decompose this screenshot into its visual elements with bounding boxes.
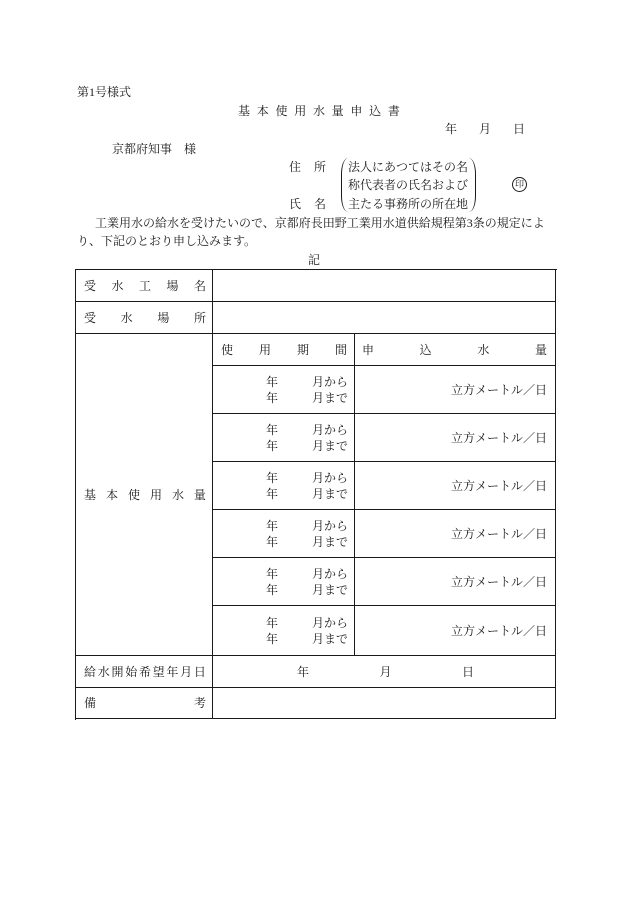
amount-cell	[355, 606, 556, 656]
period-to-month-unit: 月まで	[312, 486, 349, 501]
period-cell	[213, 462, 355, 510]
seal-mark: 印	[512, 177, 527, 192]
amount-header-cell	[355, 334, 556, 366]
period-from-month-unit: 月から	[312, 615, 349, 630]
period-to-month-unit: 月まで	[312, 390, 349, 405]
period-cell	[213, 366, 355, 414]
label-char: 住	[289, 160, 302, 174]
period-from-year-unit: 年	[266, 470, 279, 485]
amount-cell	[355, 462, 556, 510]
location-label-cell	[76, 302, 213, 334]
period-range	[213, 518, 354, 550]
amount-cell	[355, 414, 556, 462]
label-char: 水	[97, 664, 110, 679]
period-cell	[213, 558, 355, 606]
start-date-units	[297, 664, 474, 680]
label-char: 使	[221, 342, 234, 357]
label-char: 始	[125, 664, 138, 679]
application-table	[75, 269, 557, 720]
section-mark: 記	[308, 253, 321, 267]
label-char: 水	[171, 487, 184, 502]
label-char: 氏	[289, 197, 302, 211]
period-to-month-unit: 月まで	[312, 631, 349, 646]
label-char: 基	[238, 104, 251, 118]
period-range	[213, 615, 354, 647]
period-to-month-unit: 月まで	[312, 534, 349, 549]
start-date-value-cell	[213, 656, 556, 688]
basic-volume-label	[76, 487, 212, 503]
label-char: 込	[419, 342, 432, 357]
label-char: 量	[193, 487, 206, 502]
period-cell	[213, 414, 355, 462]
label-char: 間	[334, 342, 347, 357]
label-char: 年	[166, 664, 179, 679]
period-to-year-unit: 年	[266, 438, 279, 453]
body-text-line: り、下記のとおり申し込みます。	[77, 234, 257, 248]
application-date	[445, 121, 525, 137]
amount-unit: 立方メートル／日	[450, 430, 547, 445]
period-header-cell	[213, 334, 355, 366]
period-from-month-unit: 月から	[312, 470, 349, 485]
period-header	[213, 342, 354, 358]
label-char: 所	[313, 160, 326, 174]
period-to-month-unit: 月まで	[312, 582, 349, 597]
label-char: 場	[157, 310, 170, 325]
body-text-line: 工業用水の給水を受けたいので、京都府長田野工業用水道供給規程第3条の規定によ	[95, 216, 545, 230]
start-date-label	[76, 664, 212, 680]
period-from-year-unit: 年	[266, 518, 279, 533]
amount-unit: 立方メートル／日	[450, 574, 547, 589]
label-char: 水	[111, 278, 124, 293]
amount-unit: 立方メートル／日	[450, 478, 547, 493]
period-from-year-unit: 年	[266, 566, 279, 581]
remarks-label-cell	[76, 688, 213, 719]
period-from-year-unit: 年	[266, 615, 279, 630]
label-char: 期	[296, 342, 309, 357]
factory-name-value-cell	[213, 270, 556, 302]
amount-unit: 立方メートル／日	[450, 526, 547, 541]
label-char: 水	[477, 342, 490, 357]
label-char: 工	[138, 278, 151, 293]
label-char: 量	[534, 342, 547, 357]
period-to-year-unit: 年	[266, 390, 279, 405]
label-char: 申	[362, 342, 375, 357]
label-char: 用	[149, 487, 162, 502]
start-date-label-cell	[76, 656, 213, 688]
label-char: 望	[152, 664, 165, 679]
period-range	[213, 374, 354, 406]
label-char: 名	[193, 278, 206, 293]
name-label	[289, 196, 326, 212]
address-label	[289, 159, 326, 175]
label-char: 名	[313, 197, 326, 211]
period-range	[213, 566, 354, 598]
label-char: 所	[193, 310, 206, 325]
label-char: 希	[138, 664, 151, 679]
period-to-year-unit: 年	[266, 631, 279, 646]
label-char: 本	[256, 104, 269, 118]
amount-cell	[355, 366, 556, 414]
date-month-label: 月	[478, 122, 491, 136]
label-char: 用	[258, 342, 271, 357]
label-char: 量	[331, 104, 344, 118]
period-from-month-unit: 月から	[312, 518, 349, 533]
addressee: 京都府知事 様	[112, 142, 197, 156]
period-to-year-unit: 年	[266, 486, 279, 501]
location-label	[76, 310, 212, 326]
form-title	[238, 103, 400, 119]
label-char: 場	[166, 278, 179, 293]
label-char: 使	[127, 487, 140, 502]
remarks-value-cell	[213, 688, 556, 719]
period-cell	[213, 510, 355, 558]
factory-name-label-cell	[76, 270, 213, 302]
amount-unit: 立方メートル／日	[450, 623, 547, 638]
label-char: 基	[84, 487, 97, 502]
start-date-year-label: 年	[297, 664, 310, 679]
label-char: 給	[84, 664, 97, 679]
bracket-left	[341, 158, 348, 212]
start-date-month-label: 月	[379, 664, 392, 679]
label-char: 用	[294, 104, 307, 118]
period-from-year-unit: 年	[266, 422, 279, 437]
location-value-cell	[213, 302, 556, 334]
start-date-day-label: 日	[461, 664, 474, 679]
date-day-label: 日	[512, 122, 525, 136]
period-to-year-unit: 年	[266, 582, 279, 597]
label-char: 月	[180, 664, 193, 679]
amount-cell	[355, 510, 556, 558]
period-from-month-unit: 月から	[312, 566, 349, 581]
label-char: 受	[84, 278, 97, 293]
period-from-month-unit: 月から	[312, 422, 349, 437]
label-char: 開	[111, 664, 124, 679]
label-char: 申	[350, 104, 363, 118]
label-char: 水	[312, 104, 325, 118]
label-char: 考	[193, 696, 206, 710]
label-char: 受	[84, 310, 97, 325]
period-from-month-unit: 月から	[312, 374, 349, 389]
label-char: 込	[369, 104, 382, 118]
label-char: 使	[275, 104, 288, 118]
amount-header	[355, 342, 555, 358]
period-range	[213, 470, 354, 502]
factory-name-label	[76, 278, 212, 294]
period-to-month-unit: 月まで	[312, 438, 349, 453]
period-from-year-unit: 年	[266, 374, 279, 389]
corporate-note-line: 法人にあつてはその名	[348, 160, 469, 174]
label-char: 書	[387, 104, 400, 118]
basic-volume-label-cell	[76, 334, 213, 656]
date-year-label: 年	[445, 122, 458, 136]
bracket-right	[469, 158, 476, 212]
label-char: 日	[193, 664, 206, 679]
label-char: 水	[120, 310, 133, 325]
corporate-note-line: 主たる事務所の所在地	[348, 197, 469, 211]
remarks-label	[76, 695, 212, 711]
amount-unit: 立方メートル／日	[450, 382, 547, 397]
period-cell	[213, 606, 355, 656]
label-char: 本	[105, 487, 118, 502]
amount-cell	[355, 558, 556, 606]
form-number: 第1号様式	[77, 85, 132, 99]
period-range	[213, 422, 354, 454]
corporate-note-line: 称代表者の氏名および	[348, 178, 469, 192]
label-char: 備	[84, 696, 97, 710]
period-to-year-unit: 年	[266, 534, 279, 549]
